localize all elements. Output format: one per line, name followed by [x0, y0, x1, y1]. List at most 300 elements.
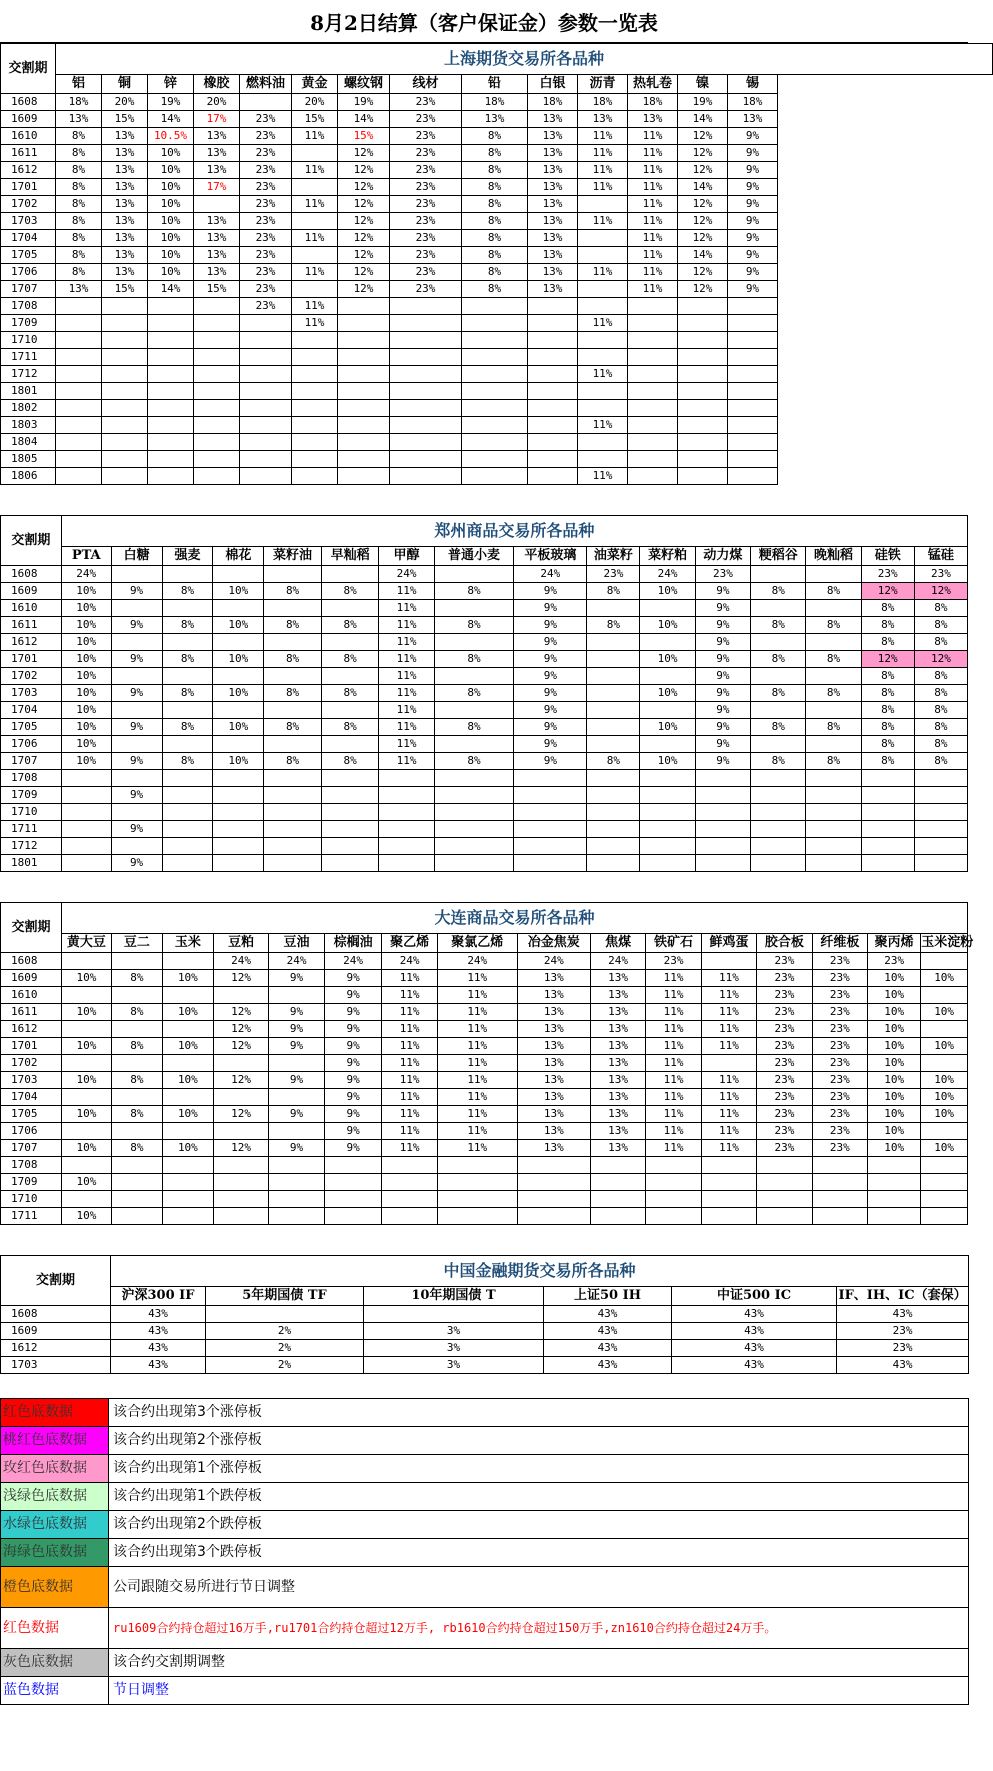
margin-cell	[914, 821, 967, 838]
margin-cell: 11%	[578, 179, 628, 196]
margin-cell	[728, 400, 778, 417]
blank-cell	[778, 434, 993, 451]
margin-cell	[240, 383, 292, 400]
margin-cell	[751, 855, 806, 872]
blank-cell	[778, 298, 993, 315]
margin-cell: 11%	[578, 366, 628, 383]
margin-cell	[578, 349, 628, 366]
margin-cell	[292, 434, 338, 451]
period-cell: 1710	[1, 804, 62, 821]
margin-cell	[914, 855, 967, 872]
table-row	[1, 417, 993, 434]
margin-cell: 11%	[578, 417, 628, 434]
margin-cell	[514, 838, 587, 855]
margin-cell	[338, 366, 390, 383]
margin-cell: 23%	[646, 953, 701, 970]
period-cell: 1701	[1, 1038, 62, 1055]
product-header-row	[1, 934, 968, 953]
margin-cell	[61, 1089, 111, 1106]
margin-cell: 13%	[102, 162, 148, 179]
margin-cell: 13%	[590, 1004, 645, 1021]
margin-cell	[390, 417, 462, 434]
period-cell: 1610	[1, 600, 62, 617]
margin-cell: 23%	[757, 953, 812, 970]
product-header: 纤维板	[812, 934, 867, 953]
margin-cell	[640, 787, 695, 804]
margin-cell: 13%	[590, 1106, 645, 1123]
product-header: 黄金	[292, 75, 338, 94]
product-header: 聚氯乙烯	[437, 934, 517, 953]
blank-cell	[778, 213, 993, 230]
margin-cell: 10%	[61, 1038, 111, 1055]
table-row	[1, 1157, 968, 1174]
margin-cell: 11%	[292, 196, 338, 213]
margin-cell	[434, 702, 514, 719]
product-header: 中证500 IC	[672, 1287, 837, 1306]
margin-cell	[213, 634, 264, 651]
period-cell: 1803	[1, 417, 56, 434]
exchange-header-row	[1, 516, 968, 547]
margin-cell	[148, 451, 194, 468]
margin-cell	[292, 417, 338, 434]
product-header: 白糖	[111, 547, 162, 566]
legend-description: 该合约出现第3个跌停板	[109, 1539, 969, 1567]
margin-cell: 10%	[868, 1072, 921, 1089]
margin-cell: 8%	[914, 685, 967, 702]
margin-cell	[462, 383, 528, 400]
margin-cell: 11%	[292, 230, 338, 247]
margin-cell: 13%	[517, 970, 590, 987]
margin-cell: 11%	[628, 281, 678, 298]
margin-cell	[678, 400, 728, 417]
margin-cell	[751, 838, 806, 855]
period-cell: 1708	[1, 1157, 62, 1174]
margin-cell: 10%	[213, 685, 264, 702]
margin-cell	[806, 787, 861, 804]
product-header: IF、IH、IC（套保）	[837, 1287, 969, 1306]
period-cell: 1611	[1, 1004, 62, 1021]
margin-cell	[162, 838, 213, 855]
period-cell: 1805	[1, 451, 56, 468]
margin-cell: 8%	[751, 753, 806, 770]
product-header: 棕榈油	[324, 934, 382, 953]
product-header: 普通小麦	[434, 547, 514, 566]
period-cell: 1806	[1, 468, 56, 485]
product-header: 锡	[728, 75, 778, 94]
product-header: 锌	[148, 75, 194, 94]
margin-cell: 10%	[640, 651, 695, 668]
margin-cell: 11%	[437, 1089, 517, 1106]
margin-cell: 10%	[61, 736, 111, 753]
margin-cell: 10%	[921, 1089, 968, 1106]
margin-cell	[162, 634, 213, 651]
margin-cell: 23%	[812, 1140, 867, 1157]
margin-cell: 8%	[914, 702, 967, 719]
margin-cell: 24%	[514, 566, 587, 583]
margin-cell	[162, 770, 213, 787]
margin-cell: 23%	[812, 1021, 867, 1038]
margin-cell: 9%	[728, 179, 778, 196]
margin-cell	[578, 383, 628, 400]
margin-cell: 2%	[206, 1357, 364, 1374]
margin-cell	[728, 366, 778, 383]
margin-cell	[292, 468, 338, 485]
margin-cell: 11%	[578, 264, 628, 281]
margin-cell	[162, 668, 213, 685]
legend-description: 公司跟随交易所进行节日调整	[109, 1567, 969, 1608]
margin-cell	[213, 1123, 268, 1140]
margin-cell	[56, 366, 102, 383]
product-header: 粳稻谷	[751, 547, 806, 566]
margin-cell: 8%	[462, 128, 528, 145]
margin-cell	[578, 451, 628, 468]
margin-cell: 11%	[578, 162, 628, 179]
margin-cell	[628, 315, 678, 332]
margin-cell	[102, 349, 148, 366]
margin-cell	[111, 987, 162, 1004]
margin-cell	[148, 315, 194, 332]
margin-cell: 12%	[678, 162, 728, 179]
margin-cell	[861, 787, 914, 804]
margin-cell: 11%	[628, 213, 678, 230]
margin-cell	[194, 315, 240, 332]
margin-cell: 10%	[868, 1004, 921, 1021]
margin-cell: 9%	[514, 617, 587, 634]
margin-cell	[437, 1208, 517, 1225]
margin-cell	[528, 349, 578, 366]
margin-cell	[111, 953, 162, 970]
margin-cell	[728, 383, 778, 400]
table-row	[1, 804, 968, 821]
period-cell: 1704	[1, 702, 62, 719]
legend-row	[1, 1483, 969, 1511]
margin-cell	[321, 787, 379, 804]
margin-cell	[640, 634, 695, 651]
margin-cell	[628, 383, 678, 400]
margin-cell	[213, 1191, 268, 1208]
margin-cell: 11%	[382, 1004, 437, 1021]
margin-cell: 11%	[382, 1106, 437, 1123]
period-header: 交割期	[1, 903, 62, 953]
margin-cell: 3%	[364, 1323, 544, 1340]
margin-cell: 13%	[590, 1089, 645, 1106]
blank-cell	[778, 468, 993, 485]
margin-cell: 18%	[578, 94, 628, 111]
period-cell: 1702	[1, 196, 56, 213]
margin-cell: 9%	[728, 162, 778, 179]
product-header: 鲜鸡蛋	[701, 934, 756, 953]
margin-cell: 19%	[148, 94, 194, 111]
product-header: 胶合板	[757, 934, 812, 953]
table-row	[1, 1306, 969, 1323]
margin-cell	[194, 451, 240, 468]
period-cell: 1612	[1, 1340, 111, 1357]
legend-table	[0, 1398, 969, 1705]
margin-cell	[338, 400, 390, 417]
product-header: 豆粕	[213, 934, 268, 953]
margin-cell	[678, 298, 728, 315]
margin-cell: 11%	[437, 1038, 517, 1055]
margin-cell: 8%	[111, 970, 162, 987]
margin-cell	[462, 332, 528, 349]
period-cell: 1706	[1, 264, 56, 281]
margin-cell	[382, 1208, 437, 1225]
table-row	[1, 162, 993, 179]
cffex-table	[0, 1255, 969, 1374]
legend-description: 该合约出现第3个涨停板	[109, 1399, 969, 1427]
margin-cell: 9%	[728, 264, 778, 281]
margin-cell	[390, 451, 462, 468]
margin-cell	[701, 1157, 756, 1174]
margin-cell	[437, 1174, 517, 1191]
margin-cell	[61, 821, 111, 838]
margin-cell	[517, 1208, 590, 1225]
margin-cell: 23%	[837, 1340, 969, 1357]
blank-cell	[778, 383, 993, 400]
margin-cell: 8%	[321, 685, 379, 702]
margin-cell	[437, 1191, 517, 1208]
margin-cell	[587, 702, 640, 719]
table-row	[1, 1174, 968, 1191]
legend-description: 该合约出现第2个跌停板	[109, 1511, 969, 1539]
margin-cell: 10%	[61, 702, 111, 719]
margin-cell: 9%	[728, 128, 778, 145]
margin-cell	[194, 298, 240, 315]
margin-cell	[517, 1157, 590, 1174]
margin-cell: 11%	[437, 987, 517, 1004]
table-row	[1, 196, 993, 213]
margin-cell	[678, 434, 728, 451]
margin-cell	[578, 298, 628, 315]
margin-cell: 9%	[324, 970, 382, 987]
margin-cell: 23%	[757, 1140, 812, 1157]
legend-swatch: 红色数据	[1, 1608, 109, 1649]
table-row	[1, 821, 968, 838]
blank-cell	[778, 400, 993, 417]
margin-cell: 8%	[162, 685, 213, 702]
margin-cell: 20%	[194, 94, 240, 111]
product-header: 菜籽粕	[640, 547, 695, 566]
margin-cell: 9%	[324, 1123, 382, 1140]
margin-cell: 43%	[672, 1323, 837, 1340]
margin-cell	[56, 451, 102, 468]
margin-cell	[646, 1157, 701, 1174]
table-row	[1, 583, 968, 600]
margin-cell	[240, 400, 292, 417]
period-cell: 1609	[1, 970, 62, 987]
margin-cell: 9%	[695, 736, 750, 753]
table-row	[1, 617, 968, 634]
margin-cell: 8%	[751, 651, 806, 668]
margin-cell	[528, 298, 578, 315]
margin-cell	[528, 468, 578, 485]
exchange-name: 中国金融期货交易所各品种	[111, 1256, 969, 1287]
legend-row	[1, 1511, 969, 1539]
margin-cell: 23%	[757, 1055, 812, 1072]
margin-cell	[587, 719, 640, 736]
product-header: 硅铁	[861, 547, 914, 566]
margin-cell: 8%	[861, 736, 914, 753]
margin-cell: 24%	[269, 953, 324, 970]
margin-cell	[148, 298, 194, 315]
margin-cell: 23%	[914, 566, 967, 583]
margin-cell	[61, 987, 111, 1004]
margin-cell: 10%	[640, 719, 695, 736]
margin-cell: 10%	[162, 970, 213, 987]
margin-cell: 23%	[240, 128, 292, 145]
margin-cell	[921, 987, 968, 1004]
margin-cell	[434, 736, 514, 753]
margin-cell	[56, 315, 102, 332]
margin-cell: 19%	[338, 94, 390, 111]
margin-cell	[695, 838, 750, 855]
margin-cell	[751, 566, 806, 583]
margin-cell	[390, 434, 462, 451]
margin-cell: 10%	[213, 719, 264, 736]
margin-cell	[587, 685, 640, 702]
margin-cell: 13%	[528, 264, 578, 281]
margin-cell	[728, 315, 778, 332]
period-cell: 1703	[1, 685, 62, 702]
margin-cell	[646, 1174, 701, 1191]
margin-cell: 10%	[61, 668, 111, 685]
table-row	[1, 213, 993, 230]
period-cell: 1701	[1, 179, 56, 196]
table-row	[1, 685, 968, 702]
margin-cell	[578, 434, 628, 451]
margin-cell	[321, 855, 379, 872]
legend-swatch: 浅绿色底数据	[1, 1483, 109, 1511]
margin-cell	[914, 838, 967, 855]
margin-cell	[578, 196, 628, 213]
margin-cell: 10.5%	[148, 128, 194, 145]
margin-cell: 8%	[914, 736, 967, 753]
margin-cell	[587, 634, 640, 651]
margin-cell: 9%	[269, 1004, 324, 1021]
blank-cell	[778, 315, 993, 332]
margin-cell	[921, 1021, 968, 1038]
margin-cell	[806, 634, 861, 651]
margin-cell	[213, 987, 268, 1004]
margin-cell: 10%	[921, 970, 968, 987]
margin-cell	[590, 1191, 645, 1208]
margin-cell	[56, 417, 102, 434]
legend-swatch: 水绿色底数据	[1, 1511, 109, 1539]
margin-cell: 43%	[544, 1323, 672, 1340]
margin-cell	[194, 468, 240, 485]
margin-cell	[162, 1123, 213, 1140]
margin-cell	[379, 787, 434, 804]
margin-cell	[390, 400, 462, 417]
margin-cell	[162, 804, 213, 821]
margin-cell	[111, 600, 162, 617]
margin-cell: 10%	[640, 583, 695, 600]
margin-cell	[462, 315, 528, 332]
margin-cell	[292, 332, 338, 349]
margin-cell: 9%	[728, 247, 778, 264]
margin-cell: 8%	[914, 617, 967, 634]
margin-cell	[162, 821, 213, 838]
margin-cell	[728, 298, 778, 315]
margin-cell: 23%	[240, 111, 292, 128]
margin-cell: 10%	[921, 1004, 968, 1021]
margin-cell: 10%	[61, 651, 111, 668]
margin-cell: 11%	[292, 128, 338, 145]
table-row	[1, 366, 993, 383]
margin-cell	[434, 770, 514, 787]
table-row	[1, 1004, 968, 1021]
margin-cell: 9%	[514, 600, 587, 617]
legend-row	[1, 1539, 969, 1567]
margin-cell	[56, 383, 102, 400]
margin-cell	[240, 332, 292, 349]
margin-cell: 11%	[628, 247, 678, 264]
margin-cell: 24%	[324, 953, 382, 970]
margin-cell	[528, 315, 578, 332]
margin-cell	[324, 1191, 382, 1208]
margin-cell: 8%	[861, 753, 914, 770]
blank-cell	[778, 366, 993, 383]
margin-cell	[861, 770, 914, 787]
margin-cell: 10%	[61, 583, 111, 600]
margin-cell: 10%	[640, 685, 695, 702]
margin-cell: 12%	[338, 247, 390, 264]
margin-cell	[213, 787, 264, 804]
margin-cell: 10%	[213, 617, 264, 634]
margin-cell: 12%	[678, 145, 728, 162]
margin-cell: 9%	[111, 821, 162, 838]
margin-cell: 18%	[462, 94, 528, 111]
legend-swatch: 红色底数据	[1, 1399, 109, 1427]
margin-cell	[56, 468, 102, 485]
margin-cell: 3%	[364, 1357, 544, 1374]
margin-cell	[162, 1191, 213, 1208]
margin-cell	[806, 702, 861, 719]
margin-cell	[213, 1208, 268, 1225]
margin-cell: 13%	[528, 281, 578, 298]
period-cell: 1711	[1, 1208, 62, 1225]
margin-cell: 9%	[514, 736, 587, 753]
margin-cell	[111, 1174, 162, 1191]
margin-cell	[61, 1021, 111, 1038]
product-header: 铜	[102, 75, 148, 94]
period-cell: 1801	[1, 855, 62, 872]
margin-cell: 13%	[590, 1021, 645, 1038]
product-header: 燃料油	[240, 75, 292, 94]
margin-cell: 23%	[587, 566, 640, 583]
margin-cell: 12%	[338, 179, 390, 196]
table-row	[1, 179, 993, 196]
legend-row	[1, 1649, 969, 1677]
margin-cell	[921, 1191, 968, 1208]
legend-swatch: 海绿色底数据	[1, 1539, 109, 1567]
period-cell: 1802	[1, 400, 56, 417]
product-header: 菜籽油	[264, 547, 322, 566]
margin-cell	[240, 366, 292, 383]
margin-cell: 8%	[264, 583, 322, 600]
product-header: 橡胶	[194, 75, 240, 94]
margin-cell: 10%	[213, 651, 264, 668]
product-header: 冶金焦炭	[517, 934, 590, 953]
period-header: 交割期	[1, 1256, 111, 1306]
margin-cell: 23%	[757, 1072, 812, 1089]
margin-cell	[868, 1208, 921, 1225]
margin-cell: 13%	[590, 1072, 645, 1089]
margin-cell: 23%	[240, 298, 292, 315]
margin-cell: 10%	[213, 753, 264, 770]
margin-cell	[213, 821, 264, 838]
margin-cell	[751, 787, 806, 804]
